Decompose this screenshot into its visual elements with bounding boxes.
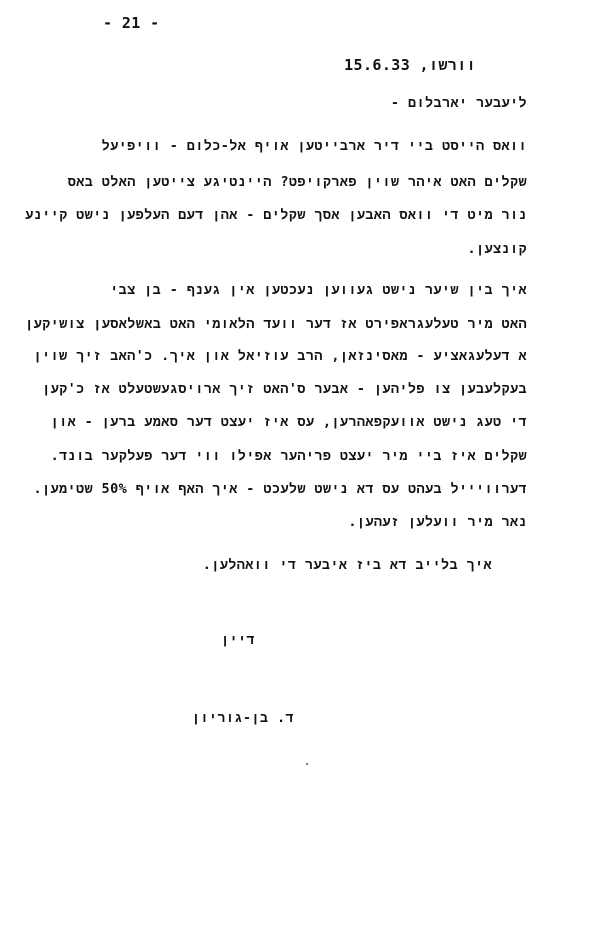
signoff: דיין — [220, 632, 255, 648]
ink-speck — [306, 763, 308, 765]
paragraph-2-line: שקלים איז ביי מיר יעצט פריהער אפילו ווי דער פעלקער בונד. — [50, 448, 527, 464]
closing-line: איך בלייב דא ביז איבער די וואהלען. — [202, 557, 492, 573]
paragraph-1-line: קונצען. — [467, 241, 527, 257]
paragraph-2-line: בעקלעבען צו פליהען - אבער ס'האט זיך ארויסגעשטעלט אז כ'קען — [42, 381, 527, 397]
paragraph-2-line: דערוויייל בעהט עס דא נישט שלעכט - איך האף אויף 50% שטימען. — [33, 481, 527, 497]
paragraph-2-line: האט מיר טעלעגראפירט אז דער וועד הלאומי האט באשלאסען צושיקען — [25, 316, 527, 332]
paragraph-1-line: וואס הייסט ביי דיר ארבייטען אויף אל-כלום - וויפיעל — [101, 138, 527, 154]
paragraph-2-line: איך בין שיער נישט געווען נעכטען אין גענף - בן צבי — [110, 282, 527, 298]
paragraph-1-line: נור מיט די וואס האבען אסך שקלים - אהן דעם העלפען נישט קיינע — [25, 207, 527, 223]
page-number: - 21 - — [103, 14, 160, 32]
signature: ד. בן-גוריון — [191, 710, 294, 726]
paragraph-1-line: שקלים האט איהר שוין פארקויפט? היינטיגע צייטען האלט באס — [67, 174, 527, 190]
paragraph-2-line: נאר מיר וועלען זעהען. — [348, 514, 527, 530]
salutation: ליעבער יארבלום - — [390, 95, 527, 111]
paragraph-2-line: א דעלעגאציע - מאסינזאן, הרב עוזיאל און איך. כ'האב זיך שוין — [33, 348, 527, 364]
place-date: וורשו, 15.6.33 — [344, 56, 476, 74]
paragraph-2-line: די טעג נישט אוועקפאהרען, עס איז יעצט דער סאמע ברען - און — [50, 414, 527, 430]
